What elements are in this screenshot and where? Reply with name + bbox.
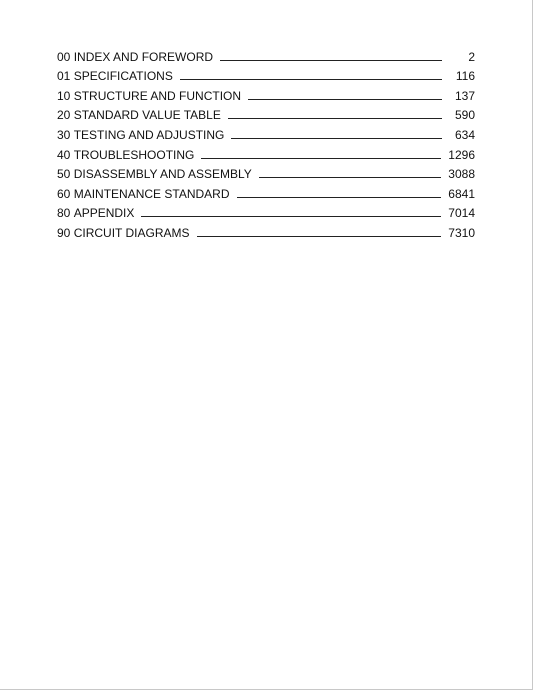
toc-page-number: 3088: [448, 167, 475, 182]
toc-section-number: 90: [57, 225, 71, 240]
toc-leader-line: [201, 158, 441, 159]
toc-leader-line: [259, 177, 442, 178]
toc-page-number: 1296: [448, 147, 475, 162]
toc-section-number: 00: [57, 49, 71, 64]
toc-section-title: MAINTENANCE STANDARD: [73, 186, 230, 201]
toc-entry-structure-and-function[interactable]: [57, 83, 475, 103]
toc-section-number: 80: [57, 206, 71, 221]
toc-section-number: 40: [57, 147, 71, 162]
toc-section-title: STRUCTURE AND FUNCTION: [73, 88, 242, 103]
toc-page-number: 7310: [448, 225, 475, 240]
toc-section-number: 50: [57, 167, 71, 182]
toc-entry-disassembly-and-assembly[interactable]: [57, 162, 475, 182]
toc-entry-circuit-diagrams[interactable]: [57, 220, 475, 240]
toc-leader-line: [228, 118, 442, 119]
toc-entry-maintenance-standard[interactable]: [57, 181, 475, 201]
toc-page-number: 6841: [448, 186, 475, 201]
toc-leader-line: [197, 236, 442, 237]
toc-section-title: DISASSEMBLY AND ASSEMBLY: [73, 167, 252, 182]
toc-leader-line: [180, 79, 442, 80]
toc-page-number: 7014: [448, 206, 475, 221]
toc-page-number: 634: [454, 127, 475, 142]
toc-page-number: 590: [454, 108, 475, 123]
toc-section-title: TROUBLESHOOTING: [73, 147, 195, 162]
toc-entry-standard-value-table[interactable]: [57, 103, 475, 123]
toc-leader-line: [248, 99, 442, 100]
toc-page-number: 116: [455, 69, 475, 84]
toc-section-title: APPENDIX: [73, 206, 135, 221]
toc-entry-appendix[interactable]: [57, 201, 475, 221]
toc-entry-index-and-foreword[interactable]: [57, 44, 475, 64]
toc-leader-line: [220, 60, 442, 61]
toc-page-number: 2: [468, 49, 475, 64]
toc-section-number: 20: [57, 108, 71, 123]
toc-section-number: 10: [57, 88, 71, 103]
toc-section-title: STANDARD VALUE TABLE: [73, 108, 221, 123]
toc-page-number: 137: [454, 88, 475, 103]
table-of-contents: [57, 44, 475, 240]
toc-section-number: 30: [57, 127, 71, 142]
toc-entry-specifications[interactable]: [57, 64, 475, 84]
toc-section-number: 60: [57, 186, 71, 201]
toc-leader-line: [237, 197, 442, 198]
toc-entry-troubleshooting[interactable]: [57, 142, 475, 162]
toc-section-title: SPECIFICATIONS: [73, 69, 173, 84]
toc-section-title: INDEX AND FOREWORD: [73, 49, 214, 64]
toc-section-title: TESTING AND ADJUSTING: [73, 127, 225, 142]
toc-section-title: CIRCUIT DIAGRAMS: [73, 225, 190, 240]
toc-entry-testing-and-adjusting[interactable]: [57, 122, 475, 142]
toc-section-number: 01: [57, 69, 71, 84]
toc-leader-line: [231, 138, 442, 139]
toc-leader-line: [141, 216, 441, 217]
